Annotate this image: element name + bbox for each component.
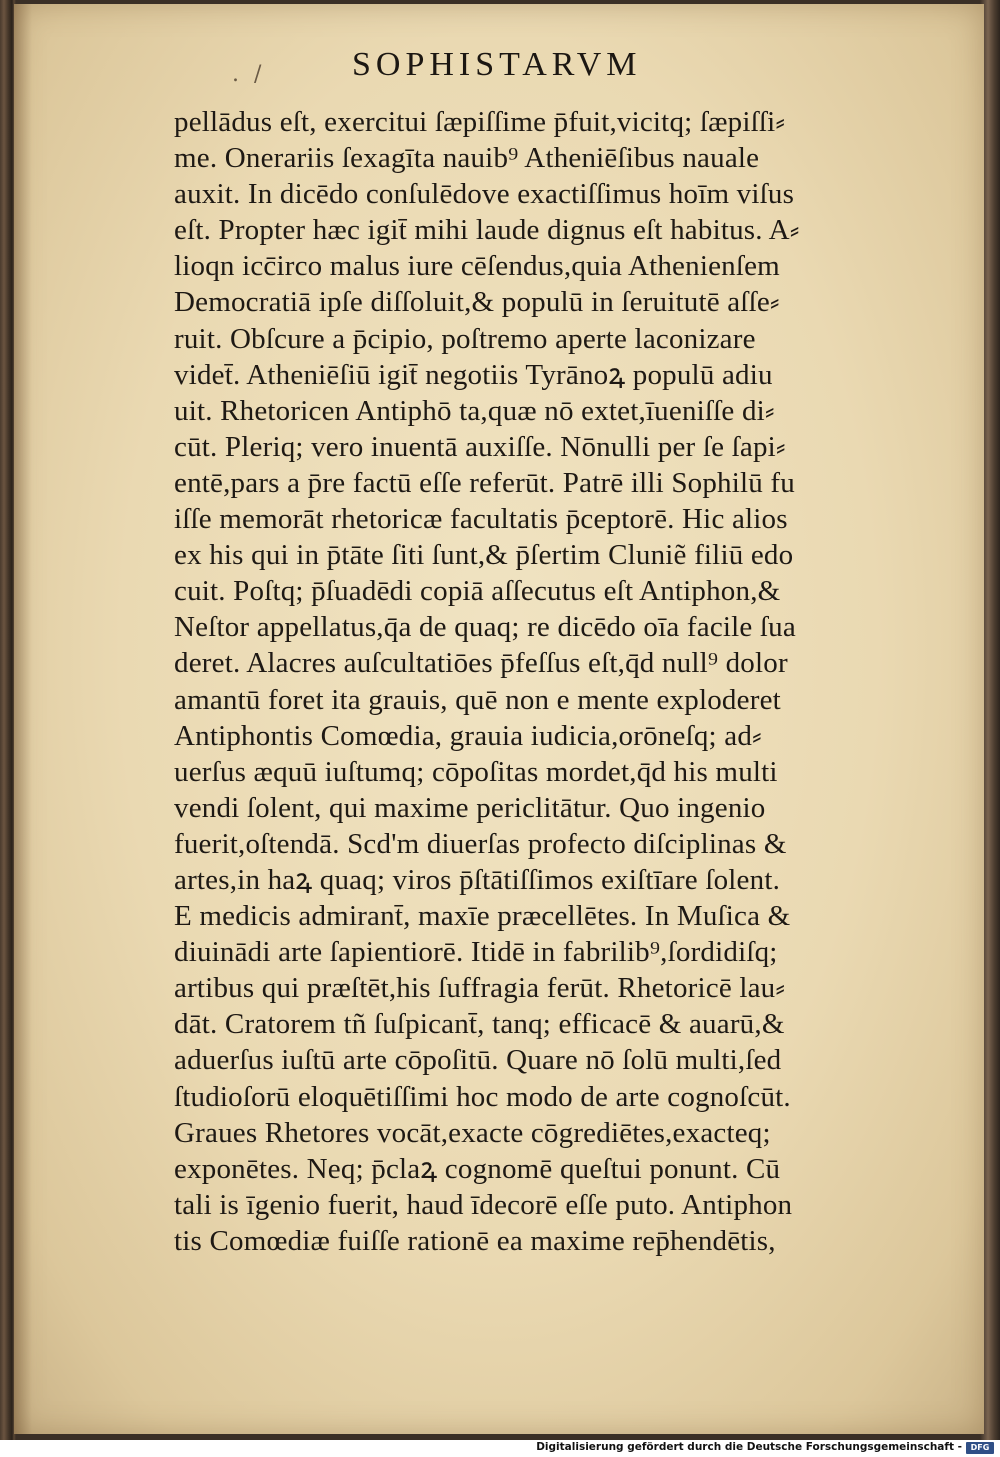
text-line: auxit. In dicēdo conſulēdove exactiſſimus hoīm viſus bbox=[174, 178, 795, 211]
text-line: ſtudioſorū eloquētiſſimi hoc modo de arte cognoſcūt. bbox=[174, 1080, 791, 1113]
text-line: artibus qui præſtēt,his ſuffragia ferūt. Rhetoricē lau⸗ bbox=[174, 972, 786, 1005]
text-line: deret. Alacres auſcultatiōes p̄feſſus eſt,q̄d null⁹ dolor bbox=[174, 647, 788, 680]
text-line: me. Onerariis ſexagīta nauib⁹ Atheniēſibus nauale bbox=[174, 142, 760, 175]
dfg-logo: DFG bbox=[966, 1442, 994, 1454]
text-line: exponētes. Neq; p̄claꝝ cognomē queſtui ponunt. Cū bbox=[174, 1152, 781, 1185]
digitization-footer bbox=[0, 1440, 1000, 1457]
text-line: ex his qui in p̄tāte ſiti ſunt,& p̄ſertim Cluniẽ filiū edo bbox=[174, 539, 794, 572]
text-line: Graues Rhetores vocāt,exacte cōgrediētes,exacteq; bbox=[174, 1116, 771, 1149]
body-text bbox=[174, 104, 904, 1259]
text-line: eſt. Propter hæc igit̄ mihi laude dignus eſt habitus. A⸗ bbox=[174, 214, 800, 247]
text-line: aduerſus iuſtū arte cōpoſitū. Quare nō ſolū multi,ſed bbox=[174, 1044, 782, 1077]
funding-notice: Digitalisierung gefördert durch die Deutsche Forschungsgemeinschaft - bbox=[536, 1441, 962, 1453]
text-line: diuinādi arte ſapientiorē. Itidē in fabrilib⁹,ſordidiſq; bbox=[174, 936, 778, 969]
text-line: artes,in haꝝ quaq; viros p̄ſtātiſſimos exiſtīare ſolent. bbox=[174, 863, 781, 896]
text-line: ruit. Obſcure a p̄cipio, poſtremo aperte laconizare bbox=[174, 322, 756, 355]
text-line: Neſtor appellatus,q̄a de quaq; re dicēdo oīa facile ſua bbox=[174, 611, 796, 644]
text-line: entē,pars a p̄re factū eſſe referūt. Patrē illi Sophilū fu bbox=[174, 466, 795, 499]
text-line: Antiphontis Comœdia, grauia iudicia,orōneſq; ad⸗ bbox=[174, 719, 762, 752]
text-line: amantū foret ita grauis, quē non e mente exploderet bbox=[174, 683, 781, 716]
text-line: pellādus eſt, exercitui ſæpiſſime p̄fuit,vicitq; ſæpiſſi⸗ bbox=[174, 106, 786, 138]
text-line: videt̄. Atheniēſiū igit̄ negotiis Tyrānoꝝ populū adiu bbox=[174, 358, 773, 391]
text-line: iſſe memorāt rhetoricæ facultatis p̄ceptorē. Hic alios bbox=[174, 503, 788, 536]
text-line: cūt. Pleriq; vero inuentā auxiſſe. Nōnulli per ſe ſapi⸗ bbox=[174, 430, 786, 463]
book-page bbox=[14, 4, 984, 1434]
text-line: cuit. Poſtq; p̄ſuadēdi copiā aſſecutus eſt Antiphon,& bbox=[174, 575, 781, 608]
text-line: Democratiā ipſe diſſoluit,& populū in ſeruitutē aſſe⸗ bbox=[174, 286, 780, 319]
text-line: tali is īgenio fuerit, haud īdecorē eſſe puto. Antiphon bbox=[174, 1188, 793, 1221]
text-line: uerſus æquū iuſtumq; cōpoſitas mordet,q̄d his multi bbox=[174, 755, 778, 788]
running-head: SOPHISTARVM bbox=[352, 46, 642, 83]
text-line: E medicis admirant̄, maxīe præcellētes. In Muſica & bbox=[174, 900, 791, 933]
text-line: vendi ſolent, qui maxime periclitātur. Quo ingenio bbox=[174, 791, 766, 824]
text-line: fuerit,oſtendā. Scd'm diuerſas profecto diſciplinas & bbox=[174, 827, 787, 860]
margin-marks: . / bbox=[232, 62, 266, 87]
text-line: dāt. Cratorem tñ ſuſpicant̄, tanq; efficacē & auarū,& bbox=[174, 1008, 785, 1041]
text-line: lioqn icc̄irco malus iure cēſendus,quia Athenienſem bbox=[174, 250, 780, 283]
text-line: tis Comœdiæ fuiſſe rationē ea maxime rep̄hendētis, bbox=[174, 1224, 776, 1257]
text-line: uit. Rhetoricen Antiphō ta,quæ nō extet,īueniſſe di⸗ bbox=[174, 394, 775, 427]
